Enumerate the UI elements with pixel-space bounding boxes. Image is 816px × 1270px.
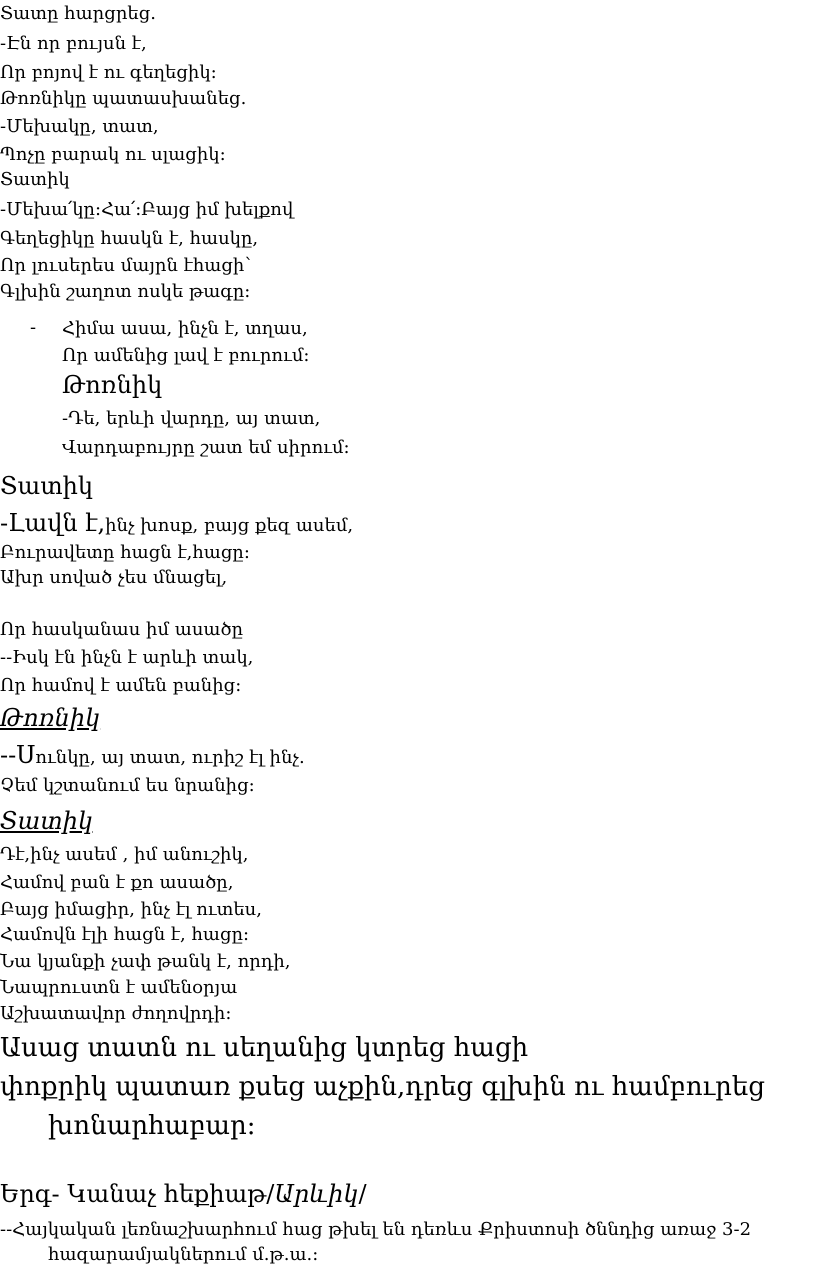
text-line: Դէ,ինչ ասեմ , իմ անուշիկ, [0,844,249,865]
text-line: Համովն էլի հացն է, հացը: [0,924,250,945]
text-line: Բուրավետը հացն է,հացը: [0,542,250,563]
note-line: --Հայկական լեռնաշխարհում հաց թխել են դեռևս Քրիստոսի ծննդից առաջ 3-2 [0,1219,752,1240]
text-line: Որ համով է ամեն բանից: [0,675,242,696]
text-line: Տատը հարցրեց. [0,3,157,24]
speaker-label: Տատիկ [0,807,93,835]
speaker-label: Թոռնիկ [62,371,163,399]
text-line: --Իսկ էն ինչն է արևի տակ, [0,647,254,668]
text-line: -Մեխա՛կը:Հա՛:Բայց իմ խելքով [0,199,294,220]
note-line: հազարամյակներում մ.թ.ա.: [48,1244,319,1265]
text-line [0,740,305,770]
text-line: Պոչը բարակ ու սլացիկ: [0,144,226,165]
text-line: Վարդաբույրը շատ եմ սիրում: [62,437,350,458]
text-run: Երգ- Կանաչ հեքիաթ/ [0,1180,275,1208]
text-line: Որ լուսերես մայրն էհացի՝ [0,255,251,276]
text-run: --Ս [0,741,36,769]
text-line: Որ ամենից լավ է բուրում: [62,345,310,366]
text-line: Ախր սոված չես մնացել, [0,567,228,588]
text-line: Աշխատավոր ժողովրդի: [0,1003,232,1024]
text-line: Բայց իմացիր, ինչ էլ ուտես, [0,899,262,920]
speaker-label: Թոռնիկ [0,704,101,732]
text-line: Չեմ կշտանում ես նրանից: [0,775,255,796]
text-run: / [358,1180,367,1208]
text-line: Ասաց տատն ու սեղանից կտրեց հացի [0,1033,529,1063]
text-line: -Մեխակը, տատ, [0,116,159,137]
text-line: Նա կյանքի չափ թանկ է, որդի, [0,951,291,972]
text-run: -Լավն է, [0,509,106,537]
text-line: Հիմա ասա, ինչն է, տղաս, [62,318,308,339]
text-line: փոքրիկ պատառ քսեց աչքին,դրեց գլխին ու համբուրեց [0,1072,765,1102]
text-line: -Դե, երևի վարդը, այ տատ, [62,408,321,429]
list-bullet: - [30,317,37,338]
song-line [0,1179,367,1209]
text-run: ինչ խոսք, բայց քեզ ասեմ, [105,515,354,536]
text-line: խոնարհաբար: [48,1111,256,1141]
text-line: -Էն որ բույսն է, [0,33,147,54]
speaker-label: Տատիկ [0,169,70,190]
text-run: Արևիկ [274,1180,359,1208]
text-line: Նապրուստն է ամենօրյա [0,977,238,998]
text-line: Որ բոյով է ու գեղեցիկ: [0,62,217,83]
text-line: Գեղեցիկը հասկն է, հասկը, [0,228,259,249]
text-line: Թոռնիկը պատասխանեց. [0,88,247,109]
text-line: Որ հասկանաս իմ ասածը [0,619,244,640]
speaker-label: Տատիկ [0,472,93,500]
text-line [0,508,353,538]
text-line: Գլխին շաղոտ ոսկե թագը: [0,281,251,302]
text-line: Համով բան է քո ասածը, [0,872,234,893]
text-run: ունկը, այ տատ, ուրիշ էլ ինչ. [35,747,305,768]
